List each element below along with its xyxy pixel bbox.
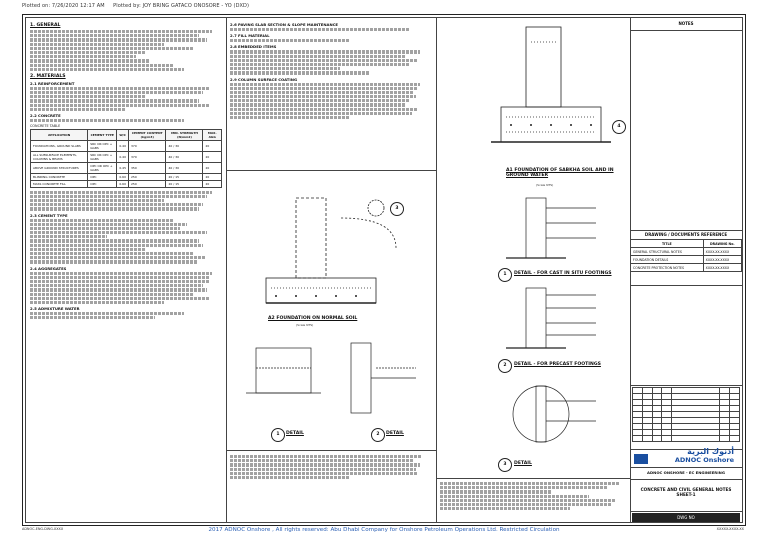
concrete-table-cell: 0.60 [117,180,129,187]
plot-header [22,3,249,9]
footer-right: XXXXX-XXXX-XX [716,527,744,531]
reference-table-cell: XXXX-XX-XXXX [703,248,741,256]
concrete-table-row [31,162,222,173]
concrete-table-cell: 20 [203,140,222,151]
notes-column-2 [226,18,437,522]
a1-title: A1 FOUNDATION OF SABKHA SOIL AND IN GROUND WATER [506,168,614,178]
concrete-table-cell: OPC OR OPC + GGBS [88,162,117,173]
drawing-title: CONCRETE AND CIVIL GENERAL NOTES [640,487,732,492]
section-general: 1. GENERAL [30,23,61,28]
reference-table-cell: CONCRETE PROTECTION NOTES [631,264,704,272]
a1-scale: (Scale NTS) [536,183,554,187]
concrete-table-cell: 0.60 [117,173,129,180]
drawing-number-bar: DWG NO [632,513,740,522]
concrete-table-header: MAX. AGG [203,129,222,140]
detail-cast-marker: 1 [498,268,512,282]
concrete-table-cell: 20 / 15 [166,173,203,180]
concrete-table-cell: 20 [203,151,222,162]
concrete-table [30,129,222,188]
section-concrete: 2.2 CONCRETE [30,113,61,118]
divider [436,478,630,479]
detail-1-title: DETAIL [286,431,304,436]
drawing-sheet [22,14,746,526]
company-logo-ar: أدنوك البرية [687,447,734,456]
section-materials: 2. MATERIALS [30,73,66,79]
concrete-table-cell: 0.40 [117,151,129,162]
concrete-table-row [31,140,222,151]
divider [226,170,436,171]
concrete-table-row [31,180,222,187]
details-column [436,18,631,522]
title-block [630,18,742,522]
reference-block [630,230,742,286]
reference-table-row [631,264,742,272]
a1-foundation-drawing [486,22,626,172]
reference-table-cell: GENERAL STRUCTURAL NOTES [631,248,704,256]
concrete-table-cell: 250 [129,173,166,180]
concrete-table-caption: CONCRETE TABLE [30,124,61,129]
detail-3-title: DETAIL [514,461,532,466]
concrete-table-cell: 370 [129,151,166,162]
material-notes [230,20,430,120]
concrete-table-row [31,151,222,162]
notes-header: NOTES [630,18,742,31]
callout-3: 3 [390,202,404,216]
detail-1-drawing [236,338,331,423]
concrete-table-cell: OPC [88,173,117,180]
concrete-table-header: APPLICATION [31,129,88,140]
concrete-table-header: CEMENT CONTENT (kg/m3) [129,129,166,140]
notes-area [630,30,742,231]
concrete-table-cell: ABOVE GROUND STRUCTURES [31,162,88,173]
concrete-table-cell: 350 [129,162,166,173]
revision-cell [672,436,720,442]
detail-precast-title: DETAIL - FOR PRECAST FOOTINGS [514,362,601,367]
detail-2-title: DETAIL [386,431,404,436]
concrete-table-cell: 370 [129,140,166,151]
reference-table-row [631,256,742,264]
section-embedded: 2.8 EMBEDDED ITEMS [230,44,277,50]
concrete-table-header: W/C [117,129,129,140]
precast-drawing [486,283,626,358]
plotted-by: Plotted by: JOY BRING GATACO ONOSORE - YO (DXD) [113,3,250,9]
concrete-table-header: CEMENT TYPE [88,129,117,140]
concrete-table-header: MIN. STRENGTH (N/mm2) [166,129,203,140]
callout-4: 4 [612,120,626,134]
reference-table-header: DRAWING No. [703,240,741,248]
company-logo-icon [634,454,648,464]
detail-precast-marker: 2 [498,359,512,373]
drawing-frame [25,17,743,523]
concrete-table-cell: 40 / 30 [166,140,203,151]
revision-cell [652,436,662,442]
revision-cell [662,436,672,442]
reference-table-cell: XXXX-XX-XXXX [703,264,741,272]
revision-cell [633,436,643,442]
concrete-table-cell: 0.40 [117,140,129,151]
drawing-title-block [630,479,742,512]
reference-table [630,239,742,272]
section-aggregates: 2.4 AGGREGATES [30,265,67,271]
concrete-table-cell: 20 [203,162,222,173]
concrete-table-cell: SRC OR OPC + GGBS [88,151,117,162]
department-block: ADNOC ONSHORE - EC ENGINEERING [630,467,742,480]
logo-block [630,445,742,468]
revision-table [632,387,740,442]
section-column-surface: 2.9 COLUMN SURFACE COATING [230,76,298,82]
concrete-table-cell: 250 [129,180,166,187]
a2-foundation-drawing [256,178,431,328]
detail-1-marker: 1 [271,428,285,442]
notes-block-1 [230,454,430,480]
detail-cast-title: DETAIL - FOR CAST IN SITU FOOTINGS [514,271,612,276]
concrete-table-cell: BLINDING CONCRETE [31,173,88,180]
detail-2-marker: 2 [371,428,385,442]
revision-row [633,436,740,442]
concrete-table-cell: 20 / 15 [166,180,203,187]
concrete-table-cell: ALL SUBSURFACE ELEMENTS, COLUMNS & BEAMS [31,151,88,162]
a2-title: A2 FOUNDATION ON NORMAL SOIL [268,316,358,321]
plotted-on: Plotted on: 7/26/2020 12:17 AM [22,3,105,9]
concrete-table-cell: FOUNDATIONS, GROUND SLABS [31,140,88,151]
general-notes [30,20,222,320]
section-reinforcement: 2.1 REINFORCEMENT [30,80,75,86]
revision-cell [730,436,740,442]
concrete-table-cell: 20 [203,180,222,187]
reference-title: DRAWING / DOCUMENTS REFERENCE [644,232,728,237]
footer-left: ADNOC-ENG-DWG-XXXX [22,527,64,531]
detail-3-drawing [506,376,606,456]
concrete-table-cell: 40 / 30 [166,162,203,173]
company-logo-en: ADNOC Onshore [674,456,734,464]
reference-table-cell: XXXX-XX-XXXX [703,256,741,264]
concrete-table-cell: 20 [203,173,222,180]
a2-scale: (Scale NTS) [296,323,314,327]
reference-table-row [631,248,742,256]
concrete-table-cell: OPC [88,180,117,187]
detail-2-drawing [336,338,431,423]
divider [226,450,436,451]
revision-cell [720,436,730,442]
cast-in-situ-drawing [486,193,626,268]
concrete-table-cell: 40 / 30 [166,151,203,162]
notes-block-2 [440,481,626,511]
concrete-table-cell: MASS CONCRETE FILL [31,180,88,187]
section-paving: 2.6 PAVING SLAB SECTION & SLOPE MAINTENANCE [230,22,339,27]
concrete-table-row [31,173,222,180]
revision-block [630,385,742,450]
reference-table-header: TITLE [631,240,704,248]
section-fill: 2.7 FILL MATERIAL [230,33,270,39]
copyright-footer: 2017 ADNOC Onshore , All rights reserved: Abu Dhabi Company for Onshore Petroleum Operations Ltd. Restricted Circulation [208,527,560,533]
section-admix-water: 2.5 ADMIXTURE WATER [30,306,80,312]
reference-table-cell: FOUNDATION DETAILS [631,256,704,264]
sheet-label: SHEET-1 [676,492,696,497]
concrete-table-cell: 0.45 [117,162,129,173]
section-cement-type: 2.3 CEMENT TYPE [30,212,68,218]
revision-cell [642,436,652,442]
blank-area [630,285,742,386]
notes-column-1 [26,18,227,522]
detail-3-marker: 3 [498,458,512,472]
concrete-table-cell: SRC OR OPC + GGBS [88,140,117,151]
